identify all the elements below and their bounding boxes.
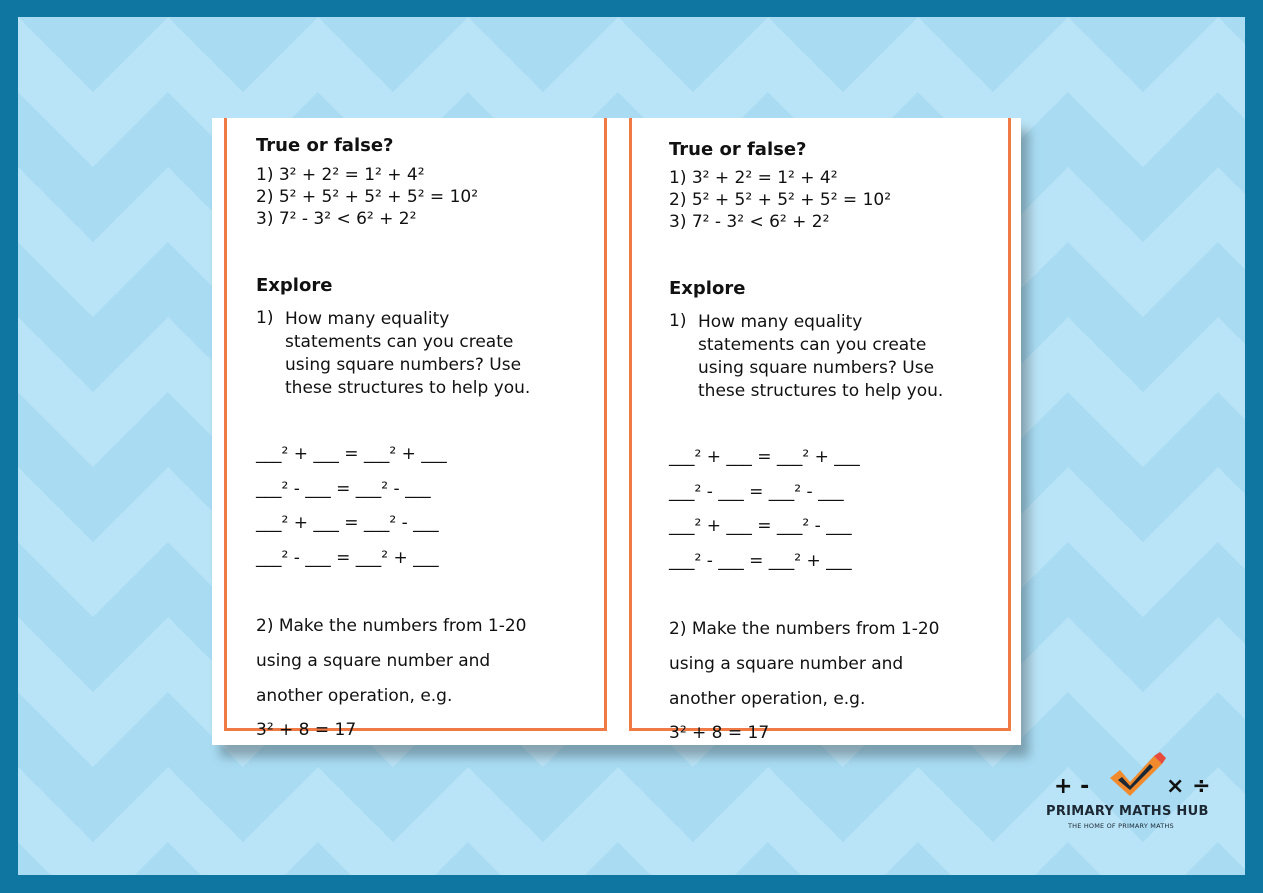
question-line: using square numbers? Use <box>698 358 935 378</box>
plus-minus-symbols: + - <box>1054 774 1090 799</box>
structure-4: ___² - ___ = ___² + ___ <box>256 548 439 568</box>
logo-subtitle: THE HOME OF PRIMARY MATHS <box>1068 822 1174 830</box>
tf-statement-3: 3) 7² - 3² < 6² + 2² <box>669 212 830 232</box>
primary-maths-hub-logo <box>1030 752 1230 832</box>
question-line: How many equality <box>285 309 450 329</box>
structure-3: ___² + ___ = ___² - ___ <box>669 516 852 536</box>
question-2-line-3: another operation, e.g. <box>256 686 453 706</box>
question-2-line-1: 2) Make the numbers from 1-20 <box>256 616 527 636</box>
tf-statement-2: 2) 5² + 5² + 5² + 5² = 10² <box>669 190 892 210</box>
task-card-left <box>224 118 607 740</box>
question-line: statements can you create <box>698 335 927 355</box>
question-number: 1) <box>256 308 274 328</box>
explore-heading: Explore <box>669 278 746 299</box>
structure-1: ___² + ___ = ___² + ___ <box>669 447 860 467</box>
worksheet <box>212 118 1021 745</box>
structure-2: ___² - ___ = ___² - ___ <box>669 482 844 502</box>
checkmark-pencil-icon <box>1106 752 1168 802</box>
structure-1: ___² + ___ = ___² + ___ <box>256 444 447 464</box>
structure-2: ___² - ___ = ___² - ___ <box>256 479 431 499</box>
logo-title: PRIMARY MATHS HUB <box>1046 804 1209 819</box>
tf-statement-3: 3) 7² - 3² < 6² + 2² <box>256 209 417 229</box>
tf-statement-2: 2) 5² + 5² + 5² + 5² = 10² <box>256 187 479 207</box>
structure-4: ___² - ___ = ___² + ___ <box>669 551 852 571</box>
tf-statement-1: 1) 3² + 2² = 1² + 4² <box>256 165 425 185</box>
question-number: 1) <box>669 311 687 331</box>
question-2-example: 3² + 8 = 17 <box>256 720 357 740</box>
question-2-line-1: 2) Make the numbers from 1-20 <box>669 619 940 639</box>
question-2-line-2: using a square number and <box>256 651 491 671</box>
tf-statement-1: 1) 3² + 2² = 1² + 4² <box>669 168 838 188</box>
question-line: using square numbers? Use <box>285 355 522 375</box>
structure-3: ___² + ___ = ___² - ___ <box>256 513 439 533</box>
question-2-line-2: using a square number and <box>669 654 904 674</box>
explore-heading: Explore <box>256 275 333 296</box>
true-false-heading: True or false? <box>256 135 394 156</box>
true-false-heading: True or false? <box>669 139 807 160</box>
question-line: statements can you create <box>285 332 514 352</box>
task-card-right <box>629 118 1011 743</box>
question-2-example: 3² + 8 = 17 <box>669 723 770 743</box>
question-line: these structures to help you. <box>698 381 944 401</box>
patterned-background <box>18 17 1245 875</box>
question-line: How many equality <box>698 312 863 332</box>
times-divide-symbols: × ÷ <box>1166 774 1211 799</box>
question-2-line-3: another operation, e.g. <box>669 689 866 709</box>
question-line: these structures to help you. <box>285 378 531 398</box>
